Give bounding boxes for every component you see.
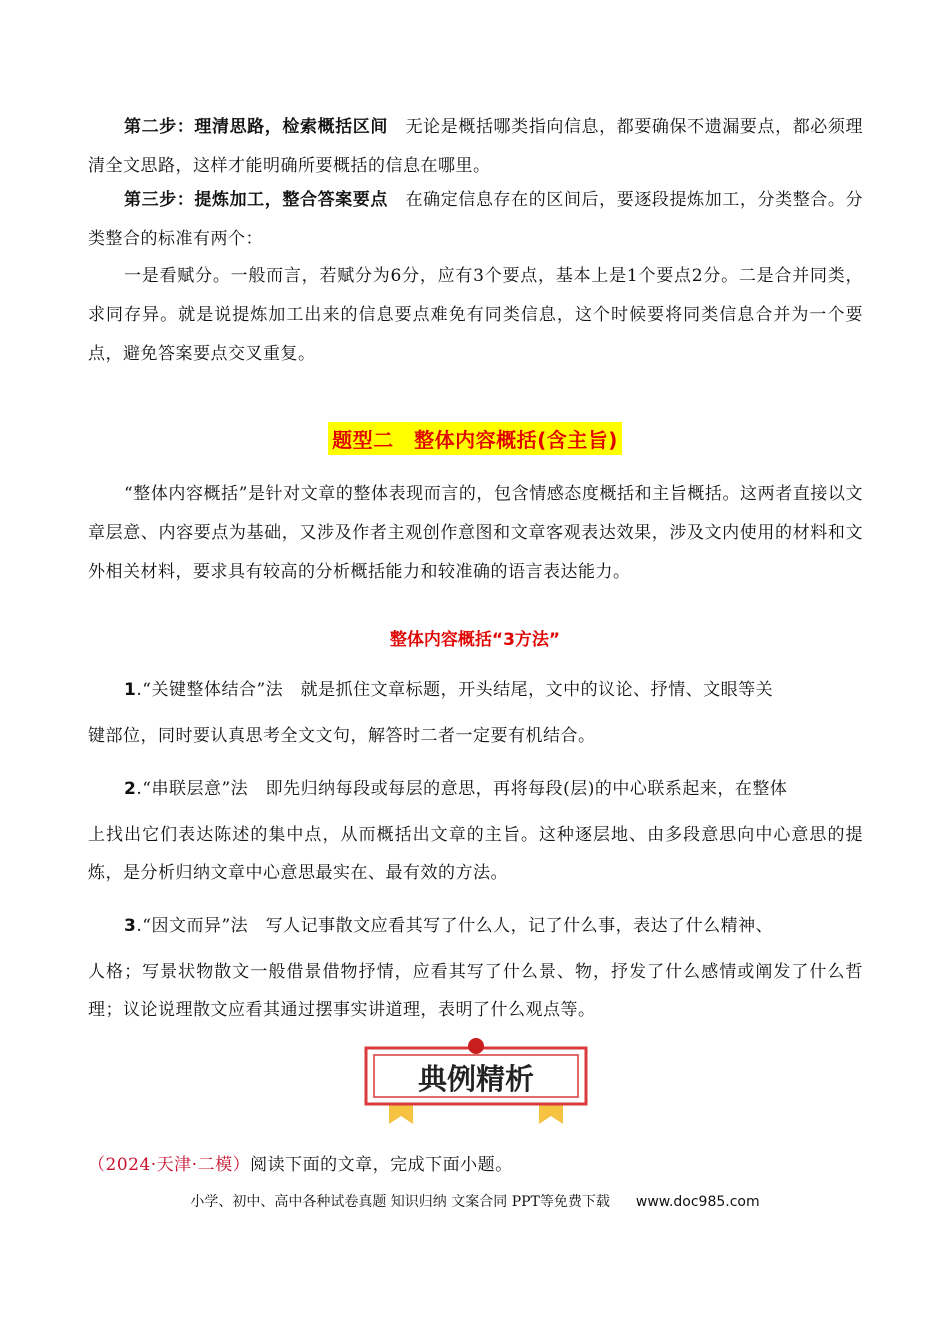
section-title bbox=[0, 422, 950, 455]
method-number: 2 bbox=[124, 779, 137, 799]
step3-text: 在确定信息存在的区间后，要逐段提炼加工，分类整合。分类整合的标准有两个： bbox=[88, 190, 864, 249]
footer-url[interactable]: www.doc985.com bbox=[635, 1194, 760, 1210]
footer-text: 小学、初中、高中各种试卷真题 知识归纳 文案合同 PPT等免费下载 bbox=[190, 1194, 610, 1210]
method-item bbox=[88, 899, 863, 1029]
example-badge-graphic bbox=[363, 1036, 589, 1128]
method-first-line: .“因文而异”法 写人记事散文应看其写了什么人，记了什么事，表达了什么精神、 bbox=[136, 916, 774, 936]
footer bbox=[0, 1191, 950, 1211]
step2-text: 无论是概括哪类指向信息，都要确保不遗漏要点，都必须理清全文思路，这样才能明确所要概括的信息在哪里。 bbox=[88, 117, 864, 176]
method-rest: 键部位，同时要认真思考全文文句，解答时二者一定要有机结合。 bbox=[88, 726, 596, 746]
methods-title: 整体内容概括“3方法” bbox=[389, 630, 561, 650]
intro-paragraph: “整体内容概括”是针对文章的整体表现而言的，包含情感态度概括和主旨概括。这两者直接以文章层意、内容要点为基础，又涉及作者主观创作意图和文章客观表达效果，涉及文内使用的材料和文外相关材料，要求具有较高的分析概括能力和较准确的语言表达能力。 bbox=[88, 484, 863, 582]
example-line bbox=[88, 1150, 513, 1175]
method-first-line: .“关键整体结合”法 就是抓住文章标题，开头结尾，文中的议论、抒情、文眼等关 bbox=[136, 680, 774, 700]
example-source: （2024·天津·二模） bbox=[88, 1155, 251, 1175]
method-first-line: .“串联层意”法 即先归纳每段或每层的意思，再将每段(层)的中心联系起来，在整体 bbox=[136, 779, 788, 799]
badge-pin-icon bbox=[468, 1038, 484, 1054]
badge-text: 典例精析 bbox=[417, 1062, 535, 1096]
method-item bbox=[88, 663, 863, 755]
method-number: 1 bbox=[124, 680, 137, 700]
section-title-text: 题型二 整体内容概括(含主旨) bbox=[328, 422, 622, 455]
method-number: 3 bbox=[124, 916, 137, 936]
step3-paragraph bbox=[88, 181, 863, 259]
step3-heading: 第三步：提炼加工，整合答案要点 bbox=[124, 190, 388, 210]
step2-heading: 第二步：理清思路，检索概括区间 bbox=[124, 117, 388, 137]
method-rest: 人格；写景状物散文一般借景借物抒情，应看其写了什么景、物，抒发了什么感情或阐发了什么哲理；议论说理散文应看其通过摆事实讲道理，表明了什么观点等。 bbox=[88, 962, 863, 1020]
method-rest: 上找出它们表达陈述的集中点，从而概括出文章的主旨。这种逐层地、由多段意思向中心意思的提炼，是分析归纳文章中心意思最实在、最有效的方法。 bbox=[88, 825, 863, 883]
standards-paragraph: 一是看赋分。一般而言，若赋分为6分，应有3个要点，基本上是1个要点2分。二是合并同类，求同存异。就是说提炼加工出来的信息要点难免有同类信息，这个时候要将同类信息合并为一个要点，避免答案要点交叉重复。 bbox=[88, 266, 863, 364]
step2-paragraph bbox=[88, 108, 863, 186]
example-text: 阅读下面的文章，完成下面小题。 bbox=[250, 1155, 513, 1175]
example-badge bbox=[363, 1036, 589, 1128]
method-item bbox=[88, 762, 863, 892]
